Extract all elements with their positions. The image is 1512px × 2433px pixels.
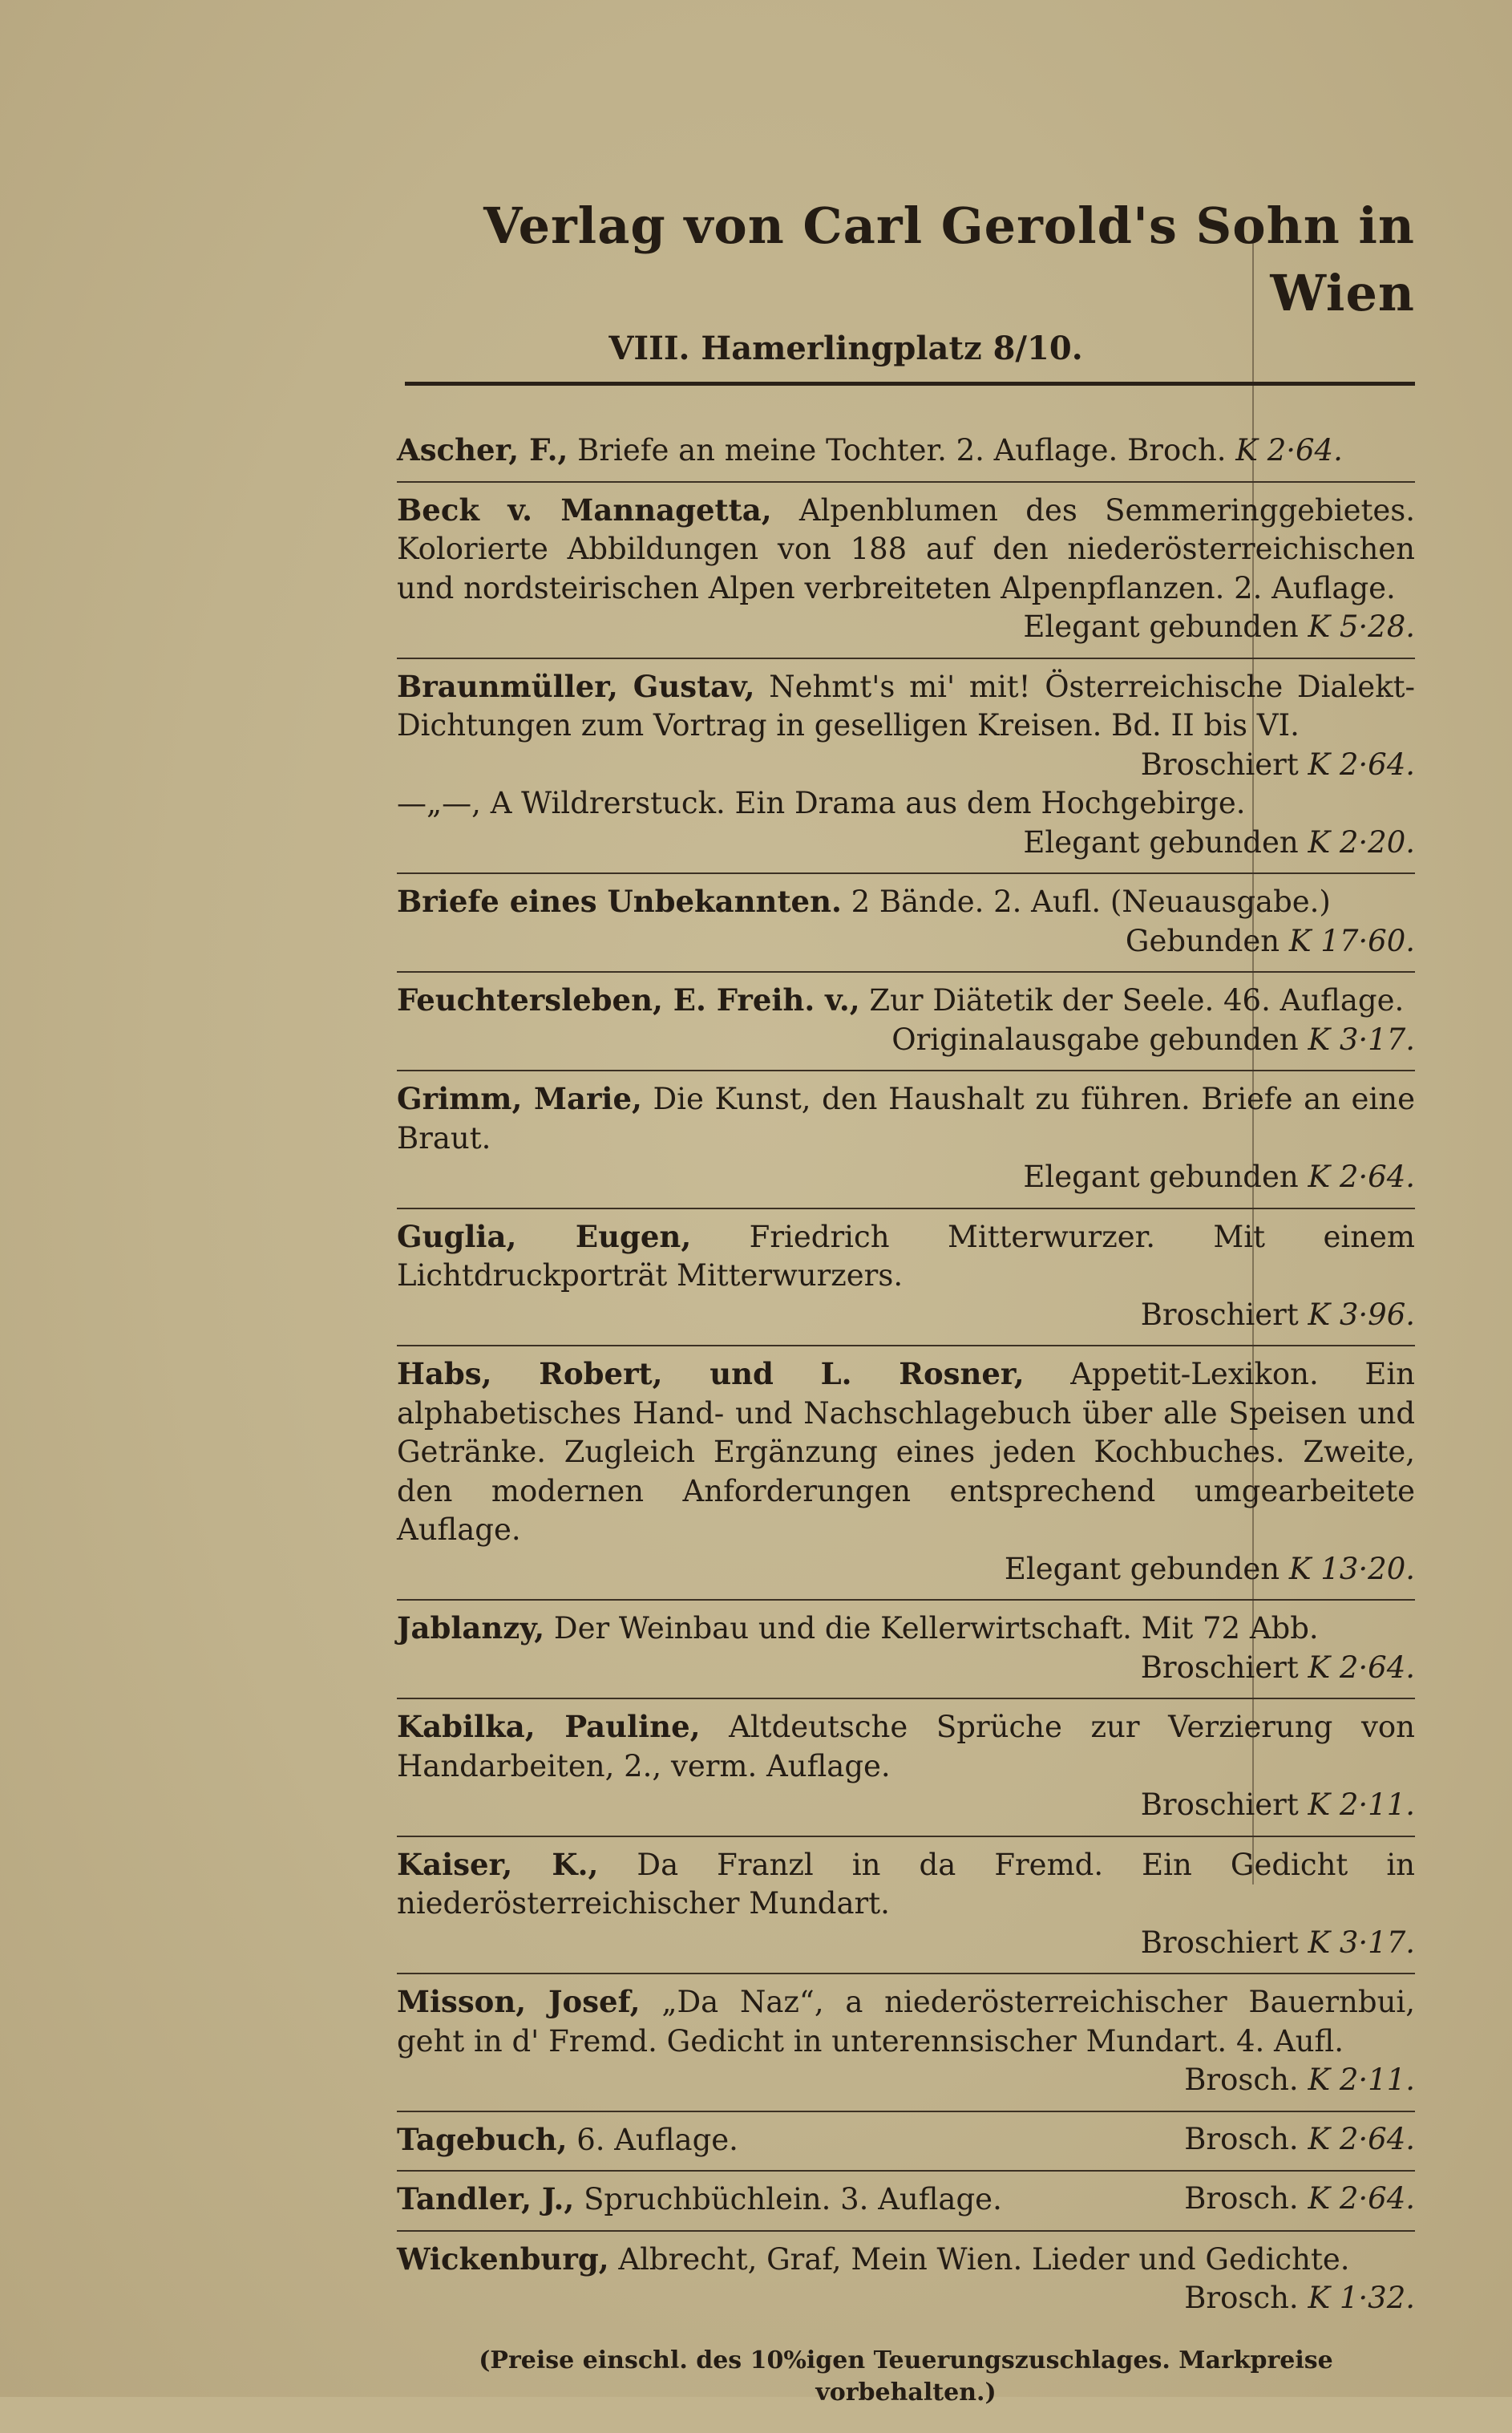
book-binding: Brosch. (1184, 2121, 1299, 2156)
book-author: Ascher, F., (397, 432, 568, 468)
book-author: Kabilka, Pauline, (397, 1709, 701, 1744)
book-entry (397, 1209, 1415, 1347)
book-price: K 2·64. (1235, 433, 1343, 468)
book-price: K 13·20. (1288, 1551, 1415, 1586)
book-price-line (397, 746, 1415, 785)
book-price-line (397, 1786, 1415, 1825)
book-sub-binding: Elegant gebunden (1023, 824, 1299, 860)
book-binding: Broschiert (1140, 747, 1299, 782)
book-author: Tandler, J., (397, 2181, 575, 2216)
book-binding: Brosch. (1184, 2181, 1299, 2216)
book-binding: Broschiert (1140, 1650, 1299, 1685)
book-entry (397, 2172, 1415, 2232)
book-sub-price-line (397, 824, 1415, 863)
book-description: Da Franzl in da Fremd. Ein Gedicht in niederösterreichischer Mundart. (397, 1847, 1415, 1921)
book-price: K 3·17. (1308, 1925, 1415, 1960)
book-price-line (397, 1296, 1415, 1335)
book-description: 2 Bände. 2. Aufl. (Neuausgabe.) (851, 885, 1331, 919)
publisher-address: VIII. Hamerlingplatz 8/10. (608, 330, 1083, 367)
book-sub-description: —„—, A Wildrerstuck. Ein Drama aus dem Hochgebirge. (397, 786, 1246, 820)
book-price: K 2·11. (1308, 2063, 1415, 2097)
book-price: K 2·64. (1308, 747, 1415, 782)
book-price: K 5·28. (1308, 609, 1415, 644)
book-author: Braunmüller, Gustav, (397, 668, 755, 704)
book-price: K 17·60. (1288, 923, 1415, 958)
book-description: Albrecht, Graf, Mein Wien. Lieder und Gedichte. (618, 2241, 1350, 2277)
book-price: K 1·32. (1308, 2281, 1415, 2315)
book-binding: Broschiert (1140, 1787, 1299, 1822)
book-description: Zur Diätetik der Seele. 46. Auflage. (869, 983, 1405, 1018)
book-binding: Brosch. (1184, 2063, 1299, 2097)
book-price-line (397, 1021, 1415, 1060)
book-author: Misson, Josef, (397, 1984, 641, 2019)
book-price-line (397, 2061, 1415, 2100)
book-author: Jablanzy, (397, 1610, 545, 1646)
book-description: Appetit-Lexikon. Ein alphabetisches Hand- und Nachschlagebuch über alle Speisen und Getränke. Zugleich Ergänzung eines jeden Kochbuches. Zweite, den modernen Anforderungen entsprechend umgearbeitete Auflage. (397, 1357, 1415, 1547)
book-description: Nehmt's mi' mit! Österreichische Dialekt-Dichtungen zum Vortrag in geselligen Kreisen. Bd. II bis VI. (397, 669, 1415, 743)
book-binding: Gebunden (1125, 923, 1280, 958)
price-footnote: (Preise einschl. des 10%igen Teuerungszuschlages. Markpreise vorbehalten.) (479, 2346, 1333, 2407)
book-author: Kaiser, K., (397, 1846, 599, 1882)
book-price-line (397, 1649, 1415, 1688)
book-binding: Originalausgabe gebunden (891, 1022, 1299, 1057)
book-entry (397, 1071, 1415, 1209)
book-price-line (1184, 2180, 1415, 2219)
book-price: K 2·64. (1308, 1160, 1415, 1194)
book-binding: Elegant gebunden (1023, 1160, 1299, 1194)
book-entry (397, 2112, 1415, 2172)
book-author: Habs, Robert, und L. Rosner, (397, 1356, 1025, 1391)
book-price: K 2·64. (1308, 1650, 1415, 1685)
book-entry (397, 659, 1415, 875)
book-author: Tagebuch, (397, 2121, 568, 2157)
book-description: Altdeutsche Sprüche zur Verzierung von Handarbeiten, 2., verm. Auflage. (397, 1710, 1415, 1783)
book-author: Feuchtersleben, E. Freih. v., (397, 982, 860, 1018)
book-description: 6. Auflage. (576, 2122, 738, 2157)
book-sub-price: K 2·20. (1308, 824, 1415, 860)
book-description: „Da Naz“, a niederösterreichischer Bauernbui, geht in d' Fremd. Gedicht in unterennsischer Mundart. 4. Aufl. (397, 1985, 1415, 2059)
book-price: K 2·64. (1308, 2121, 1415, 2156)
book-price-line (397, 1924, 1415, 1963)
book-description: Die Kunst, den Haushalt zu führen. Briefe an eine Braut. (397, 1082, 1415, 1156)
book-entry (397, 1601, 1415, 1699)
book-description: Friedrich Mitterwurzer. Mit einem Lichtdruckporträt Mitterwurzers. (397, 1219, 1416, 1293)
book-price: K 2·64. (1308, 2181, 1415, 2216)
book-price-line (397, 1550, 1415, 1589)
book-binding: Broschiert (1140, 1925, 1299, 1960)
book-description: Spruchbüchlein. 3. Auflage. (584, 2182, 1002, 2216)
book-sub-entry (397, 784, 1415, 824)
heading-rule (405, 382, 1415, 386)
book-list (397, 423, 1415, 2329)
book-entry (397, 1837, 1415, 1975)
book-price: K 3·17. (1308, 1022, 1415, 1057)
book-description: Briefe an meine Tochter. 2. Auflage. Broch. (577, 433, 1227, 468)
book-binding: Broschiert (1140, 1297, 1299, 1332)
book-price-line (397, 608, 1415, 647)
book-binding: Elegant gebunden (1004, 1551, 1280, 1586)
publisher-title: Verlag von Carl Gerold's Sohn in Wien (483, 196, 1415, 322)
book-author: Guglia, Eugen, (397, 1218, 692, 1254)
book-description: Der Weinbau und die Kellerwirtschaft. Mit 72 Abb. (553, 1611, 1319, 1646)
book-entry (397, 1699, 1415, 1837)
book-binding: Elegant gebunden (1023, 609, 1299, 644)
book-binding: Brosch. (1184, 2281, 1299, 2315)
advert-column (397, 192, 1415, 2433)
book-entry (397, 1974, 1415, 2112)
book-entry (397, 423, 1415, 483)
book-author: Beck v. Mannagetta, (397, 492, 772, 528)
book-price-line (397, 2279, 1415, 2318)
book-price-line (397, 922, 1415, 961)
book-price: K 3·96. (1308, 1297, 1415, 1332)
book-price-line (1184, 2120, 1415, 2160)
book-entry (397, 1346, 1415, 1601)
book-entry (397, 973, 1415, 1071)
book-price: K 2·11. (1308, 1787, 1415, 1822)
book-price-line (397, 1158, 1415, 1197)
book-entry (397, 483, 1415, 659)
book-author: Wickenburg, (397, 2241, 609, 2277)
book-author: Briefe eines Unbekannten. (397, 884, 842, 919)
book-description: Alpenblumen des Semmeringgebietes. Kolorierte Abbildungen von 188 auf den niederösterreichischen und nordsteirischen Alpen verbreiteten Alpenpflanzen. 2. Auflage. (397, 492, 1415, 605)
book-entry (397, 2232, 1415, 2329)
book-author: Grimm, Marie, (397, 1081, 642, 1116)
book-entry (397, 874, 1415, 973)
